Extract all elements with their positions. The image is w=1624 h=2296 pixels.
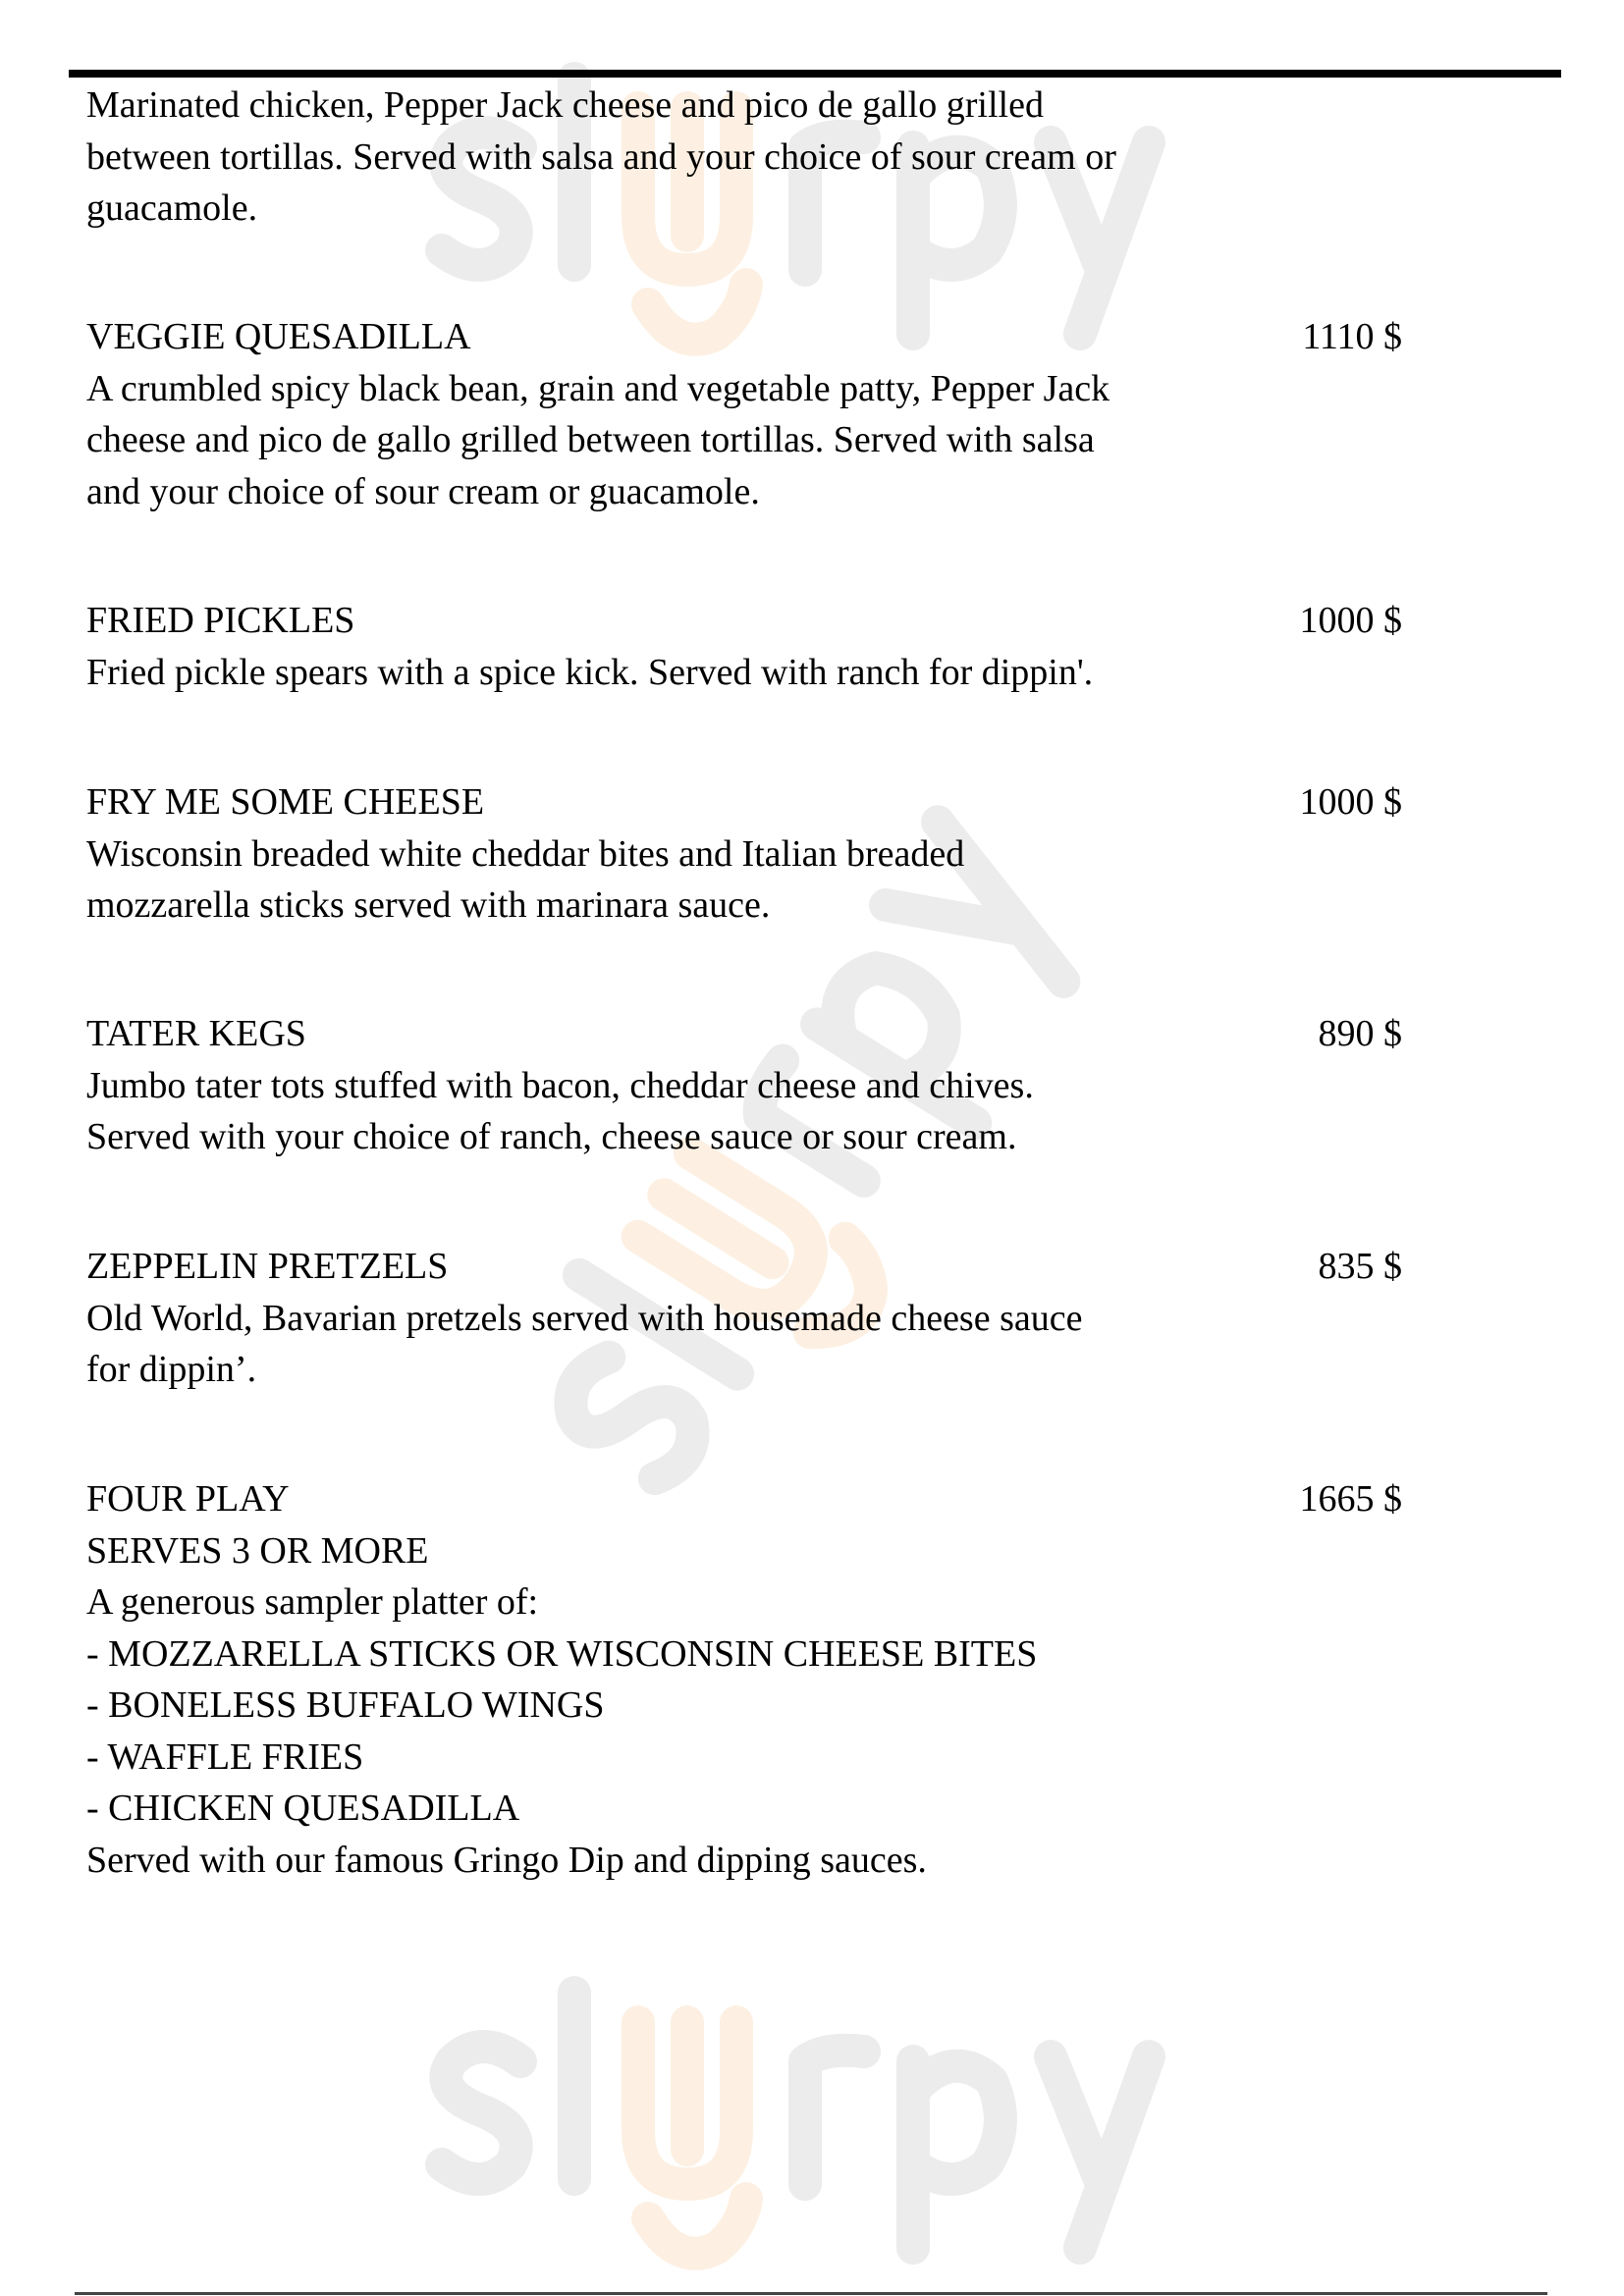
menu-item-continued xyxy=(86,80,1402,235)
item-name: FRY ME SOME CHEESE xyxy=(86,781,485,823)
bottom-divider xyxy=(75,2292,1547,2295)
item-description: Old World, Bavarian pretzels served with housemade cheese sauce for dippin’. xyxy=(86,1297,1083,1390)
watermark-logo xyxy=(403,1953,1227,2287)
item-price: 1665 $ xyxy=(1299,1478,1402,1520)
item-description: Marinated chicken, Pepper Jack cheese and pico de gallo grilled between tortillas. Served with salsa and your choice of sour cream or guacamole. xyxy=(86,84,1116,229)
item-name: FOUR PLAY xyxy=(86,1478,290,1520)
menu-item xyxy=(86,1008,1402,1163)
watermark-logo-graphic xyxy=(403,1953,1227,2287)
item-description: Jumbo tater tots stuffed with bacon, cheddar cheese and chives. Served with your choice of ranch, cheese sauce or sour cream. xyxy=(86,1064,1034,1157)
item-description: Fried pickle spears with a spice kick. Served with ranch for dippin'. xyxy=(86,651,1094,693)
menu-item xyxy=(86,1473,1402,1886)
menu-item xyxy=(86,311,1402,517)
item-name: FRIED PICKLES xyxy=(86,600,355,641)
menu-item xyxy=(86,776,1402,932)
item-description: SERVES 3 OR MORE A generous sampler platter of: - MOZZARELLA STICKS OR WISCONSIN CHEESE BITES - BONELESS BUFFALO WINGS - WAFFLE FRIES - CHICKEN QUESADILLA Served with our famous Gringo Dip and dipping sauces. xyxy=(86,1529,1038,1881)
item-price: 835 $ xyxy=(1318,1246,1402,1287)
item-price: 890 $ xyxy=(1318,1013,1402,1054)
menu-item xyxy=(86,1241,1402,1396)
item-price: 1000 $ xyxy=(1299,600,1402,641)
item-price: 1000 $ xyxy=(1299,781,1402,823)
item-name: ZEPPELIN PRETZELS xyxy=(86,1246,449,1287)
item-description: Wisconsin breaded white cheddar bites and Italian breaded mozzarella sticks served with marinara sauce. xyxy=(86,832,965,926)
menu-item xyxy=(86,595,1402,698)
item-name: VEGGIE QUESADILLA xyxy=(86,316,471,357)
item-description: A crumbled spicy black bean, grain and vegetable patty, Pepper Jack cheese and pico de gallo grilled between tortillas. Served with salsa and your choice of sour cream or guacamole. xyxy=(86,367,1110,512)
item-name: TATER KEGS xyxy=(86,1013,306,1054)
top-divider xyxy=(69,70,1561,78)
item-price: 1110 $ xyxy=(1302,316,1402,357)
